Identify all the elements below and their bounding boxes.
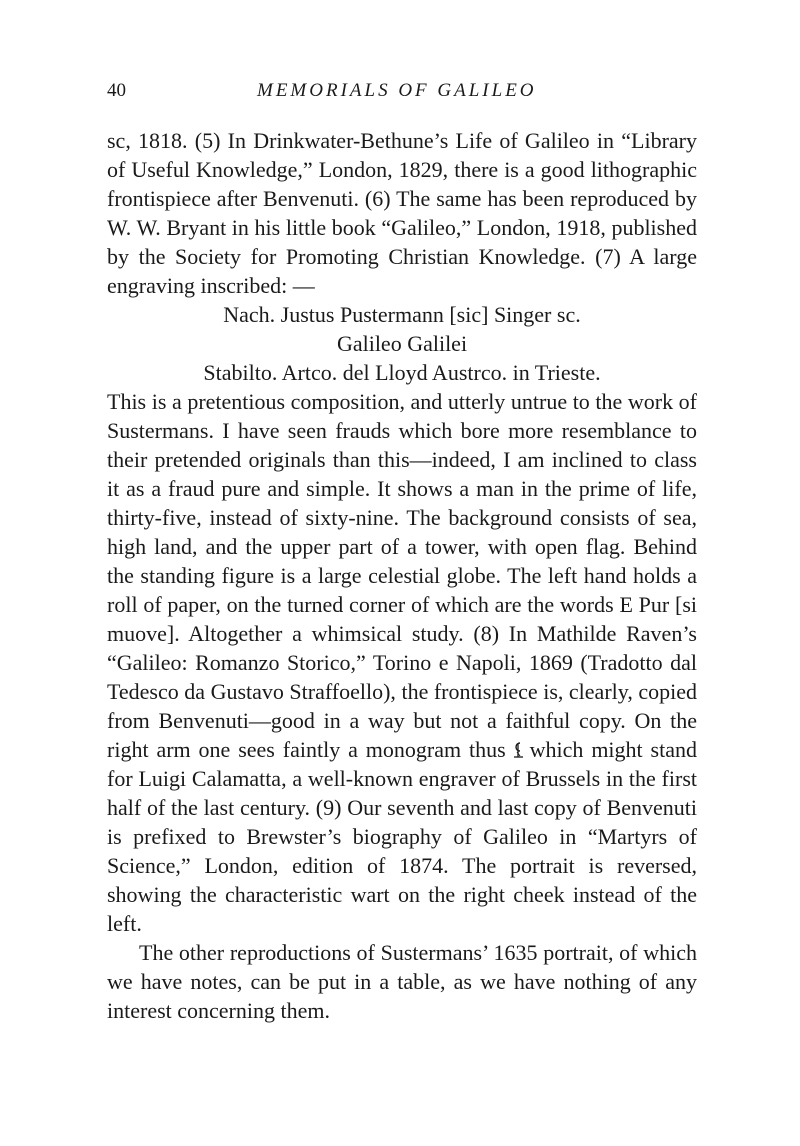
page-header [107, 80, 697, 110]
lc-monogram-icon [511, 740, 525, 760]
page-body [107, 126, 697, 1025]
paragraph-3: The other reproductions of Sustermans’ 1635 portrait, of which we have notes, can be put in a table, as we have nothing of any interest concerning them. [107, 940, 697, 1023]
running-head: MEMORIALS OF GALILEO [257, 80, 537, 101]
inscription-line-1: Nach. Justus Pustermann [sic] Singer sc. [223, 302, 581, 327]
page-number: 40 [107, 80, 126, 101]
paragraph-2 [107, 387, 697, 938]
inscription-line-2: Galileo Galilei [336, 331, 468, 356]
paragraph-1: sc, 1818. (5) In Drinkwater-Bethune’s Life of Galileo in “Library of Useful Knowledge,” London, 1829, there is a good lithographic frontispiece after Benvenuti. (6) The same has been reproduced by W. W. Bryant in his little book “Galileo,” London, 1918, published by the Society for Promoting Christian Knowledge. (7) A large engraving inscribed: — [107, 128, 697, 298]
paragraph-2-part-2: which might stand for Luigi Calamatta, a well-known engraver of Brussels in the first half of the last century. (9) Our seventh and last copy of Benvenuti is prefixed to Brewster’s biography of Galileo in “Martyrs of Science,” London, edition of 1874. The portrait is reversed, showing the characteristic wart on the right cheek instead of the left. [107, 737, 697, 936]
page [107, 80, 697, 1025]
paragraph-2-part-1: This is a pretentious composition, and utterly untrue to the work of Sustermans. I have seen frauds which bore more resemblance to their pretended originals than this—indeed, I am inclined to class it as a fraud pure and simple. It shows a man in the prime of life, thirty-five, instead of sixty-nine. The background consists of sea, high land, and the upper part of a tower, with open flag. Behind the standing figure is a large celestial globe. The left hand holds a roll of paper, on the turned corner of which are the words E Pur [si muove]. Altogether a whimsical study. (8) In Mathilde Raven’s “Galileo: Romanzo Storico,” Torino e Napoli, 1869 (Tradotto dal Tedesco da Gustavo Straffoello), the frontispiece is, clearly, copied from Benvenuti—good in a way but not a faithful copy. On the right arm one sees faintly a monogram thus [107, 389, 697, 762]
inscription-line-3: Stabilto. Artco. del Lloyd Austrco. in Trieste. [203, 360, 601, 385]
inscription-block [107, 300, 697, 387]
